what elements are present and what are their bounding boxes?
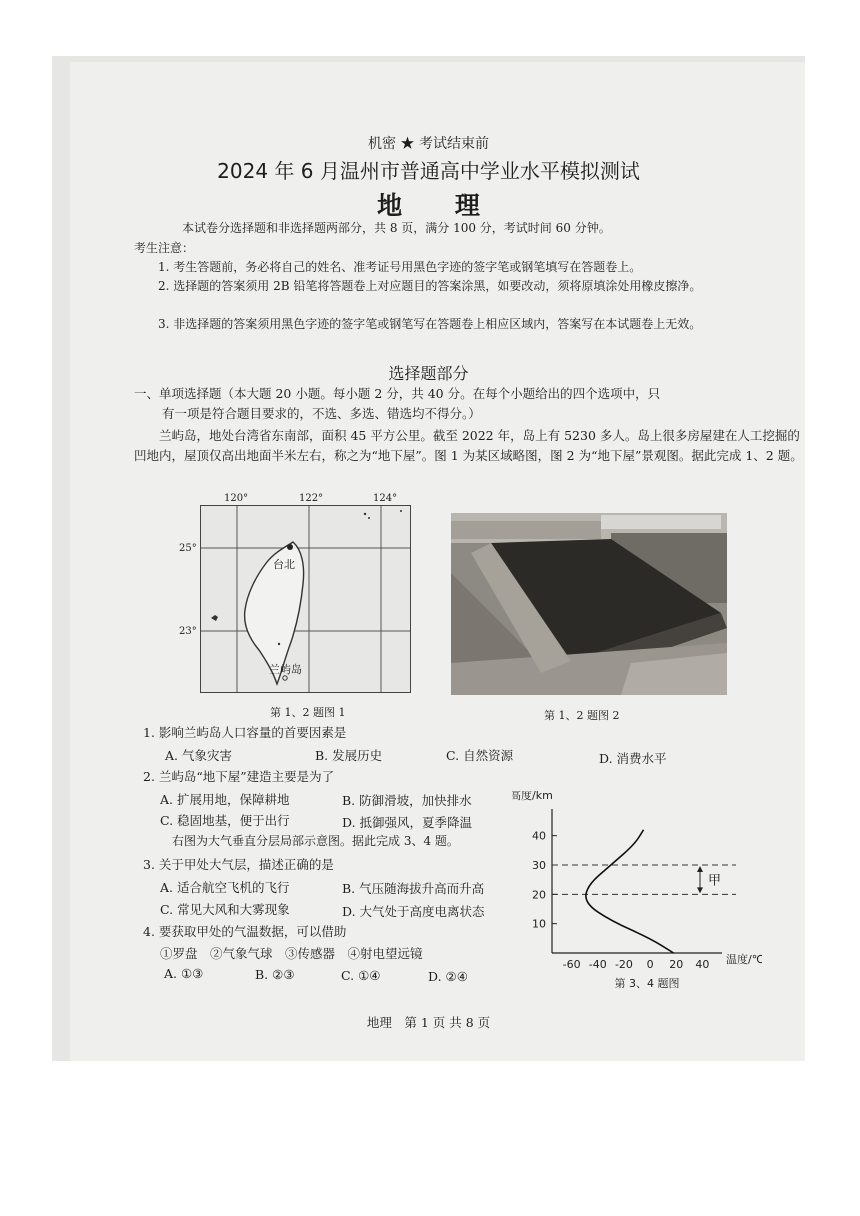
page-footer: 地理 第 1 页 共 8 页 [366, 1015, 491, 1030]
taipei-dot [287, 544, 293, 550]
lon-label-122: 122° [299, 493, 324, 504]
x-tick-label: 40 [695, 958, 710, 971]
green-island-dot [278, 643, 280, 645]
y-tick-label: 30 [532, 859, 546, 872]
lon-label-124: 124° [373, 493, 398, 504]
figure2-caption: 第 1、2 题图 2 [544, 709, 620, 722]
q3-stem: 3. 关于甲处大气层，描述正确的是 [143, 857, 334, 872]
passage-atmosphere: 右图为大气垂直分层局部示意图。据此完成 3、4 题。 [172, 834, 459, 848]
q3-option-b: B. 气压随海拔升高而升高 [342, 881, 485, 896]
q3-option-c: C. 常见大风和大雾现象 [160, 902, 290, 917]
islet-dot [400, 510, 402, 512]
place-label-taipei: 台北 [273, 558, 295, 571]
q2-option-d: D. 抵御强风，夏季降温 [342, 815, 473, 830]
temperature-curve [586, 830, 674, 953]
notice-item-2: 2. 选择题的答案须用 2B 铅笔将答题卷上对应题目的答案涂黑，如要改动，须将原填涂处用橡皮擦净。 [158, 279, 702, 293]
q2-stem: 2. 兰屿岛“地下屋”建造主要是为了 [143, 769, 335, 784]
intro-line: 本试卷分选择题和非选择题两部分，共 8 页，满分 100 分，考试时间 60 分钟。 [182, 221, 611, 235]
y-tick-label: 20 [532, 888, 546, 902]
x-axis-label: 温度/℃ [726, 953, 762, 966]
q2-option-a: A. 扩展用地，保障耕地 [160, 792, 290, 807]
exam-title: 2024 年 6 月温州市普通高中学业水平模拟测试 [217, 159, 640, 183]
place-label-lanyu: 兰屿岛 [269, 663, 302, 676]
chart-caption: 第 3、4 题图 [614, 977, 680, 990]
part1-heading: 一、单项选择题（本大题 20 小题。每小题 2 分，共 40 分。在每个小题给出的四个选项中，只 [134, 386, 661, 401]
islet-dot [364, 513, 366, 515]
y-tick-label: 10 [532, 917, 546, 931]
layer-arrow-top [697, 866, 703, 872]
lat-label-23: 23° [179, 626, 197, 637]
q1-option-c: C. 自然资源 [446, 748, 514, 763]
layer-label: 甲 [708, 873, 722, 889]
q3-option-a: A. 适合航空飞机的飞行 [160, 880, 290, 895]
penghu-islands [211, 615, 218, 621]
exam-sheet [52, 56, 805, 1061]
section-title: 选择题部分 [388, 364, 469, 383]
x-tick-label: 0 [646, 958, 654, 971]
q4-option-list: ①罗盘 ②气象气球 ③传感器 ④射电望远镜 [160, 946, 423, 961]
x-tick-label: 20 [669, 958, 684, 971]
passage-lanyu: 兰屿岛，地处台湾省东南部，面积 45 平方公里。截至 2022 年，岛上有 5230 多人。岛上很多房屋建在人工挖掘的凹地内，屋顶仅高出地面半米左右，称之为“地下屋”。图 1 为某区域略图，图 2 为“地下屋”景观图。据此完成 1、2 题。 [134, 428, 803, 463]
q2-option-b: B. 防御滑坡，加快排水 [342, 793, 472, 808]
q1-option-d: D. 消费水平 [599, 751, 667, 766]
q2-option-c: C. 稳固地基，便于出行 [160, 813, 290, 828]
islet-dot [368, 517, 370, 519]
x-tick-label: -40 [588, 958, 607, 971]
layer-arrow-bottom [697, 887, 703, 893]
x-tick-label: -20 [614, 958, 633, 971]
notice-item-1: 1. 考生答题前，务必将自己的姓名、准考证号用黑色字迹的签字笔或钢笔填写在答题卷上。 [158, 260, 642, 274]
q1-option-a: A. 气象灾害 [165, 748, 232, 763]
subject-title: 地 理 [377, 191, 502, 220]
q4-option-d: D. ②④ [428, 969, 468, 984]
q1-option-b: B. 发展历史 [315, 748, 383, 763]
region-map [200, 505, 411, 693]
q4-option-b: B. ②③ [255, 967, 295, 982]
q4-option-c: C. ①④ [341, 968, 381, 983]
x-tick-label: -60 [562, 958, 581, 971]
q1-stem: 1. 影响兰屿岛人口容量的首要因素是 [143, 725, 347, 740]
lon-label-120: 120° [224, 493, 249, 504]
part1-heading-cont: 有一项是符合题目要求的，不选、多选、错选均不得分。） [162, 406, 481, 421]
confidential-label: 机密 ★ 考试结束前 [368, 136, 489, 152]
figure1-caption: 第 1、2 题图 1 [270, 706, 346, 719]
q4-option-a: A. ①③ [164, 966, 204, 981]
notice-title: 考生注意： [134, 241, 195, 255]
y-axis-label: 高度/km [512, 791, 553, 802]
y-tick-label: 40 [532, 829, 546, 843]
q3-option-d: D. 大气处于高度电离状态 [342, 904, 485, 919]
q4-stem: 4. 要获取甲处的气温数据，可以借助 [143, 924, 347, 939]
atmosphere-chart [512, 791, 762, 991]
notice-item-3: 3. 非选择题的答案须用黑色字迹的签字笔或钢笔写在答题卷上相应区域内，答案写在本试题卷上无效。 [158, 317, 702, 331]
underground-house-photo [451, 513, 727, 695]
lat-label-25: 25° [179, 543, 197, 554]
